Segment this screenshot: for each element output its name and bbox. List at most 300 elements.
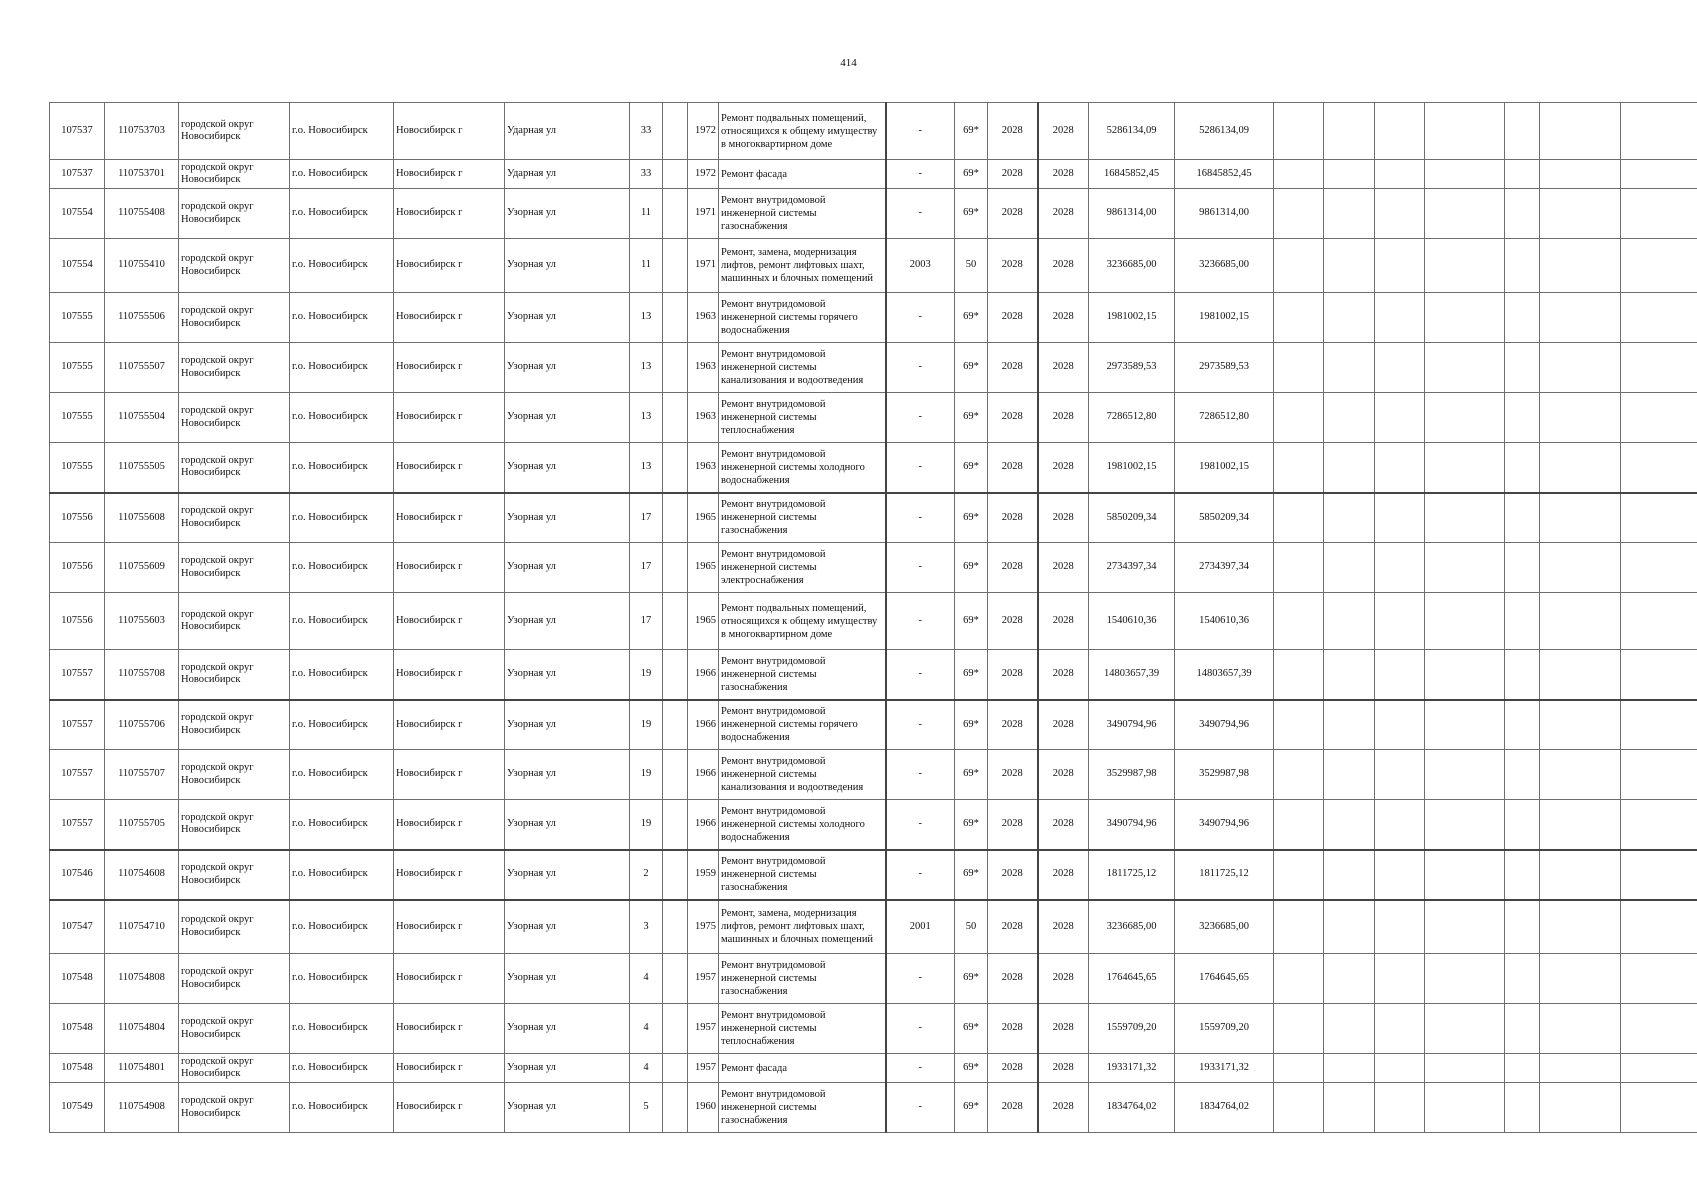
table-row <box>50 900 1697 954</box>
empty-cell <box>1375 850 1425 900</box>
work-id-cell: 110754801 <box>105 1054 179 1083</box>
work-id-cell: 110755603 <box>105 593 179 650</box>
build-year-cell: 1957 <box>688 1004 719 1054</box>
empty-cell <box>1505 493 1540 543</box>
empty-cell <box>1375 650 1425 700</box>
table-row <box>50 954 1697 1004</box>
cost-fund-cell: 1540610,36 <box>1175 593 1274 650</box>
plan-end-year-cell: 2028 <box>1038 343 1089 393</box>
plan-end-year-cell: 2028 <box>1038 900 1089 954</box>
wear-cell: 50 <box>955 239 988 293</box>
house-id-cell: 107557 <box>50 750 105 800</box>
municipality-cell: городской округ Новосибирск <box>179 293 290 343</box>
locality-cell: Новосибирск г <box>394 160 505 189</box>
wear-cell: 69* <box>955 293 988 343</box>
municipality-cell: городской округ Новосибирск <box>179 189 290 239</box>
house-number-cell: 19 <box>630 700 663 750</box>
empty-cell <box>1274 103 1324 160</box>
cost-fund-cell: 9861314,00 <box>1175 189 1274 239</box>
cost-total-cell: 1811725,12 <box>1089 850 1175 900</box>
cost-total-cell: 14803657,39 <box>1089 650 1175 700</box>
empty-cell <box>1505 1083 1540 1133</box>
last-repair-year-cell: 2003 <box>886 239 955 293</box>
table-row <box>50 650 1697 700</box>
empty-cell <box>663 1004 688 1054</box>
house-number-cell: 33 <box>630 160 663 189</box>
empty-cell <box>1621 650 1697 700</box>
house-number-cell: 3 <box>630 900 663 954</box>
locality-cell: Новосибирск г <box>394 700 505 750</box>
house-id-cell: 107557 <box>50 700 105 750</box>
plan-start-year-cell: 2028 <box>988 239 1038 293</box>
table-row <box>50 850 1697 900</box>
empty-cell <box>1375 593 1425 650</box>
last-repair-year-cell: - <box>886 393 955 443</box>
empty-cell <box>1505 750 1540 800</box>
municipality-cell: городской округ Новосибирск <box>179 393 290 443</box>
empty-cell <box>1324 343 1375 393</box>
build-year-cell: 1971 <box>688 189 719 239</box>
wear-cell: 69* <box>955 750 988 800</box>
last-repair-year-cell: 2001 <box>886 900 955 954</box>
build-year-cell: 1963 <box>688 293 719 343</box>
cost-fund-cell: 5850209,34 <box>1175 493 1274 543</box>
plan-start-year-cell: 2028 <box>988 103 1038 160</box>
empty-cell <box>1621 160 1697 189</box>
work-type-cell: Ремонт внутридомовой инженерной системы теплоснабжения <box>719 1004 886 1054</box>
last-repair-year-cell: - <box>886 293 955 343</box>
street-cell: Узорная ул <box>505 954 630 1004</box>
empty-cell <box>1621 103 1697 160</box>
district-cell: г.о. Новосибирск <box>290 103 394 160</box>
plan-start-year-cell: 2028 <box>988 1004 1038 1054</box>
work-type-cell: Ремонт внутридомовой инженерной системы газоснабжения <box>719 850 886 900</box>
empty-cell <box>1425 1054 1505 1083</box>
empty-cell <box>1621 954 1697 1004</box>
empty-cell <box>1505 239 1540 293</box>
plan-start-year-cell: 2028 <box>988 700 1038 750</box>
empty-cell <box>1540 1004 1621 1054</box>
plan-start-year-cell: 2028 <box>988 393 1038 443</box>
street-cell: Узорная ул <box>505 443 630 493</box>
empty-cell <box>1540 900 1621 954</box>
locality-cell: Новосибирск г <box>394 1004 505 1054</box>
work-type-cell: Ремонт внутридомовой инженерной системы канализования и водоотведения <box>719 343 886 393</box>
work-type-cell: Ремонт, замена, модернизация лифтов, ремонт лифтовых шахт, машинных и блочных помещений <box>719 239 886 293</box>
empty-cell <box>1425 103 1505 160</box>
plan-start-year-cell: 2028 <box>988 1083 1038 1133</box>
locality-cell: Новосибирск г <box>394 1083 505 1133</box>
empty-cell <box>1505 393 1540 443</box>
empty-cell <box>1425 293 1505 343</box>
empty-cell <box>1324 293 1375 343</box>
empty-cell <box>663 160 688 189</box>
plan-start-year-cell: 2028 <box>988 543 1038 593</box>
work-type-cell: Ремонт подвальных помещений, относящихся к общему имуществу в многоквартирном доме <box>719 103 886 160</box>
empty-cell <box>1621 393 1697 443</box>
house-number-cell: 11 <box>630 239 663 293</box>
work-type-cell: Ремонт фасада <box>719 160 886 189</box>
street-cell: Узорная ул <box>505 850 630 900</box>
house-number-cell: 19 <box>630 750 663 800</box>
empty-cell <box>1324 543 1375 593</box>
table-row <box>50 1054 1697 1083</box>
empty-cell <box>1540 443 1621 493</box>
table-row <box>50 160 1697 189</box>
plan-end-year-cell: 2028 <box>1038 160 1089 189</box>
cost-total-cell: 1933171,32 <box>1089 1054 1175 1083</box>
table-row <box>50 750 1697 800</box>
empty-cell <box>1375 954 1425 1004</box>
empty-cell <box>1540 1054 1621 1083</box>
locality-cell: Новосибирск г <box>394 900 505 954</box>
empty-cell <box>1540 239 1621 293</box>
empty-cell <box>1274 443 1324 493</box>
empty-cell <box>663 750 688 800</box>
empty-cell <box>1505 443 1540 493</box>
last-repair-year-cell: - <box>886 343 955 393</box>
municipality-cell: городской округ Новосибирск <box>179 850 290 900</box>
build-year-cell: 1966 <box>688 650 719 700</box>
cost-total-cell: 7286512,80 <box>1089 393 1175 443</box>
empty-cell <box>1540 160 1621 189</box>
empty-cell <box>1375 1083 1425 1133</box>
empty-cell <box>663 650 688 700</box>
empty-cell <box>1621 1004 1697 1054</box>
wear-cell: 50 <box>955 900 988 954</box>
empty-cell <box>1505 650 1540 700</box>
build-year-cell: 1966 <box>688 700 719 750</box>
empty-cell <box>1324 700 1375 750</box>
street-cell: Узорная ул <box>505 593 630 650</box>
empty-cell <box>1621 543 1697 593</box>
empty-cell <box>1540 189 1621 239</box>
build-year-cell: 1966 <box>688 800 719 850</box>
empty-cell <box>1621 1083 1697 1133</box>
locality-cell: Новосибирск г <box>394 493 505 543</box>
last-repair-year-cell: - <box>886 700 955 750</box>
street-cell: Узорная ул <box>505 1054 630 1083</box>
empty-cell <box>1324 900 1375 954</box>
cost-total-cell: 1981002,15 <box>1089 443 1175 493</box>
house-id-cell: 107554 <box>50 239 105 293</box>
house-id-cell: 107548 <box>50 954 105 1004</box>
municipality-cell: городской округ Новосибирск <box>179 493 290 543</box>
district-cell: г.о. Новосибирск <box>290 343 394 393</box>
cost-fund-cell: 3236685,00 <box>1175 900 1274 954</box>
municipality-cell: городской округ Новосибирск <box>179 650 290 700</box>
cost-fund-cell: 1559709,20 <box>1175 1004 1274 1054</box>
district-cell: г.о. Новосибирск <box>290 493 394 543</box>
locality-cell: Новосибирск г <box>394 543 505 593</box>
plan-end-year-cell: 2028 <box>1038 650 1089 700</box>
empty-cell <box>1425 160 1505 189</box>
empty-cell <box>1540 954 1621 1004</box>
work-id-cell: 110755707 <box>105 750 179 800</box>
wear-cell: 69* <box>955 543 988 593</box>
house-id-cell: 107555 <box>50 443 105 493</box>
locality-cell: Новосибирск г <box>394 293 505 343</box>
house-number-cell: 2 <box>630 850 663 900</box>
plan-start-year-cell: 2028 <box>988 800 1038 850</box>
empty-cell <box>1621 850 1697 900</box>
street-cell: Узорная ул <box>505 900 630 954</box>
build-year-cell: 1972 <box>688 103 719 160</box>
empty-cell <box>1375 900 1425 954</box>
last-repair-year-cell: - <box>886 650 955 700</box>
municipality-cell: городской округ Новосибирск <box>179 239 290 293</box>
last-repair-year-cell: - <box>886 160 955 189</box>
empty-cell <box>1425 1004 1505 1054</box>
table-row <box>50 1004 1697 1054</box>
empty-cell <box>1274 1004 1324 1054</box>
plan-end-year-cell: 2028 <box>1038 800 1089 850</box>
locality-cell: Новосибирск г <box>394 850 505 900</box>
empty-cell <box>1505 343 1540 393</box>
district-cell: г.о. Новосибирск <box>290 543 394 593</box>
empty-cell <box>1324 443 1375 493</box>
locality-cell: Новосибирск г <box>394 343 505 393</box>
empty-cell <box>1505 543 1540 593</box>
build-year-cell: 1965 <box>688 593 719 650</box>
district-cell: г.о. Новосибирск <box>290 189 394 239</box>
house-number-cell: 13 <box>630 443 663 493</box>
wear-cell: 69* <box>955 1083 988 1133</box>
house-id-cell: 107556 <box>50 493 105 543</box>
last-repair-year-cell: - <box>886 954 955 1004</box>
empty-cell <box>1505 293 1540 343</box>
work-type-cell: Ремонт, замена, модернизация лифтов, ремонт лифтовых шахт, машинных и блочных помещений <box>719 900 886 954</box>
empty-cell <box>1425 700 1505 750</box>
empty-cell <box>1425 650 1505 700</box>
street-cell: Узорная ул <box>505 543 630 593</box>
work-id-cell: 110755507 <box>105 343 179 393</box>
empty-cell <box>1324 239 1375 293</box>
cost-fund-cell: 2734397,34 <box>1175 543 1274 593</box>
cost-total-cell: 2734397,34 <box>1089 543 1175 593</box>
municipality-cell: городской округ Новосибирск <box>179 800 290 850</box>
empty-cell <box>1274 1054 1324 1083</box>
empty-cell <box>663 543 688 593</box>
cost-total-cell: 2973589,53 <box>1089 343 1175 393</box>
empty-cell <box>1540 393 1621 443</box>
plan-start-year-cell: 2028 <box>988 750 1038 800</box>
build-year-cell: 1957 <box>688 1054 719 1083</box>
table-row <box>50 700 1697 750</box>
empty-cell <box>1425 239 1505 293</box>
empty-cell <box>1375 1054 1425 1083</box>
house-number-cell: 4 <box>630 954 663 1004</box>
cost-total-cell: 1540610,36 <box>1089 593 1175 650</box>
empty-cell <box>1425 443 1505 493</box>
plan-end-year-cell: 2028 <box>1038 750 1089 800</box>
district-cell: г.о. Новосибирск <box>290 160 394 189</box>
work-id-cell: 110754808 <box>105 954 179 1004</box>
table-row <box>50 1083 1697 1133</box>
empty-cell <box>1425 493 1505 543</box>
work-id-cell: 110755408 <box>105 189 179 239</box>
cost-fund-cell: 7286512,80 <box>1175 393 1274 443</box>
cost-total-cell: 3236685,00 <box>1089 239 1175 293</box>
empty-cell <box>1324 650 1375 700</box>
table-row <box>50 293 1697 343</box>
empty-cell <box>1274 493 1324 543</box>
empty-cell <box>1375 189 1425 239</box>
plan-end-year-cell: 2028 <box>1038 1054 1089 1083</box>
empty-cell <box>1540 650 1621 700</box>
locality-cell: Новосибирск г <box>394 239 505 293</box>
cost-fund-cell: 5286134,09 <box>1175 103 1274 160</box>
table-row <box>50 443 1697 493</box>
empty-cell <box>1324 954 1375 1004</box>
empty-cell <box>1274 239 1324 293</box>
empty-cell <box>1274 650 1324 700</box>
table-body <box>50 103 1697 1133</box>
wear-cell: 69* <box>955 189 988 239</box>
empty-cell <box>1505 160 1540 189</box>
cost-total-cell: 9861314,00 <box>1089 189 1175 239</box>
district-cell: г.о. Новосибирск <box>290 1004 394 1054</box>
work-id-cell: 110755705 <box>105 800 179 850</box>
work-type-cell: Ремонт внутридомовой инженерной системы холодного водоснабжения <box>719 800 886 850</box>
wear-cell: 69* <box>955 1004 988 1054</box>
last-repair-year-cell: - <box>886 750 955 800</box>
wear-cell: 69* <box>955 160 988 189</box>
house-number-cell: 13 <box>630 293 663 343</box>
district-cell: г.о. Новосибирск <box>290 700 394 750</box>
house-number-cell: 33 <box>630 103 663 160</box>
plan-end-year-cell: 2028 <box>1038 103 1089 160</box>
last-repair-year-cell: - <box>886 189 955 239</box>
empty-cell <box>1621 593 1697 650</box>
municipality-cell: городской округ Новосибирск <box>179 954 290 1004</box>
street-cell: Узорная ул <box>505 650 630 700</box>
empty-cell <box>1505 103 1540 160</box>
empty-cell <box>1324 493 1375 543</box>
empty-cell <box>1425 393 1505 443</box>
empty-cell <box>1425 800 1505 850</box>
empty-cell <box>1505 700 1540 750</box>
build-year-cell: 1963 <box>688 393 719 443</box>
empty-cell <box>1540 103 1621 160</box>
street-cell: Узорная ул <box>505 189 630 239</box>
plan-start-year-cell: 2028 <box>988 900 1038 954</box>
work-id-cell: 110753701 <box>105 160 179 189</box>
empty-cell <box>663 900 688 954</box>
empty-cell <box>1505 954 1540 1004</box>
work-id-cell: 110755504 <box>105 393 179 443</box>
locality-cell: Новосибирск г <box>394 443 505 493</box>
wear-cell: 69* <box>955 954 988 1004</box>
locality-cell: Новосибирск г <box>394 1054 505 1083</box>
plan-end-year-cell: 2028 <box>1038 1083 1089 1133</box>
house-number-cell: 4 <box>630 1054 663 1083</box>
cost-fund-cell: 3490794,96 <box>1175 700 1274 750</box>
empty-cell <box>1274 850 1324 900</box>
house-number-cell: 19 <box>630 800 663 850</box>
work-type-cell: Ремонт внутридомовой инженерной системы канализования и водоотведения <box>719 750 886 800</box>
cost-total-cell: 1981002,15 <box>1089 293 1175 343</box>
house-number-cell: 13 <box>630 393 663 443</box>
house-id-cell: 107555 <box>50 343 105 393</box>
empty-cell <box>1324 1083 1375 1133</box>
empty-cell <box>1324 103 1375 160</box>
cost-total-cell: 3529987,98 <box>1089 750 1175 800</box>
empty-cell <box>1540 700 1621 750</box>
empty-cell <box>1324 850 1375 900</box>
wear-cell: 69* <box>955 800 988 850</box>
empty-cell <box>663 393 688 443</box>
empty-cell <box>663 850 688 900</box>
empty-cell <box>1505 593 1540 650</box>
work-id-cell: 110754608 <box>105 850 179 900</box>
cost-total-cell: 5286134,09 <box>1089 103 1175 160</box>
empty-cell <box>1274 700 1324 750</box>
table-row <box>50 393 1697 443</box>
work-type-cell: Ремонт внутридомовой инженерной системы газоснабжения <box>719 954 886 1004</box>
wear-cell: 69* <box>955 443 988 493</box>
work-type-cell: Ремонт внутридомовой инженерной системы горячего водоснабжения <box>719 700 886 750</box>
table-row <box>50 543 1697 593</box>
cost-fund-cell: 1981002,15 <box>1175 293 1274 343</box>
empty-cell <box>663 954 688 1004</box>
work-id-cell: 110753703 <box>105 103 179 160</box>
wear-cell: 69* <box>955 103 988 160</box>
district-cell: г.о. Новосибирск <box>290 393 394 443</box>
cost-total-cell: 3236685,00 <box>1089 900 1175 954</box>
house-id-cell: 107557 <box>50 800 105 850</box>
municipality-cell: городской округ Новосибирск <box>179 1054 290 1083</box>
empty-cell <box>1274 1083 1324 1133</box>
work-type-cell: Ремонт внутридомовой инженерной системы газоснабжения <box>719 650 886 700</box>
last-repair-year-cell: - <box>886 800 955 850</box>
plan-end-year-cell: 2028 <box>1038 493 1089 543</box>
wear-cell: 69* <box>955 493 988 543</box>
empty-cell <box>1274 343 1324 393</box>
cost-total-cell: 1764645,65 <box>1089 954 1175 1004</box>
empty-cell <box>1274 543 1324 593</box>
work-type-cell: Ремонт внутридомовой инженерной системы холодного водоснабжения <box>719 443 886 493</box>
municipality-cell: городской округ Новосибирск <box>179 593 290 650</box>
empty-cell <box>1621 750 1697 800</box>
empty-cell <box>663 700 688 750</box>
empty-cell <box>663 239 688 293</box>
house-number-cell: 13 <box>630 343 663 393</box>
plan-end-year-cell: 2028 <box>1038 443 1089 493</box>
build-year-cell: 1960 <box>688 1083 719 1133</box>
house-id-cell: 107555 <box>50 393 105 443</box>
plan-end-year-cell: 2028 <box>1038 293 1089 343</box>
work-id-cell: 110755505 <box>105 443 179 493</box>
municipality-cell: городской округ Новосибирск <box>179 1004 290 1054</box>
work-id-cell: 110754908 <box>105 1083 179 1133</box>
table-row <box>50 493 1697 543</box>
plan-start-year-cell: 2028 <box>988 160 1038 189</box>
work-type-cell: Ремонт подвальных помещений, относящихся к общему имуществу в многоквартирном доме <box>719 593 886 650</box>
empty-cell <box>1274 160 1324 189</box>
house-number-cell: 19 <box>630 650 663 700</box>
empty-cell <box>1375 293 1425 343</box>
empty-cell <box>1425 593 1505 650</box>
house-id-cell: 107554 <box>50 189 105 239</box>
empty-cell <box>663 800 688 850</box>
build-year-cell: 1966 <box>688 750 719 800</box>
locality-cell: Новосибирск г <box>394 189 505 239</box>
empty-cell <box>1621 900 1697 954</box>
wear-cell: 69* <box>955 343 988 393</box>
house-number-cell: 17 <box>630 593 663 650</box>
empty-cell <box>1621 239 1697 293</box>
